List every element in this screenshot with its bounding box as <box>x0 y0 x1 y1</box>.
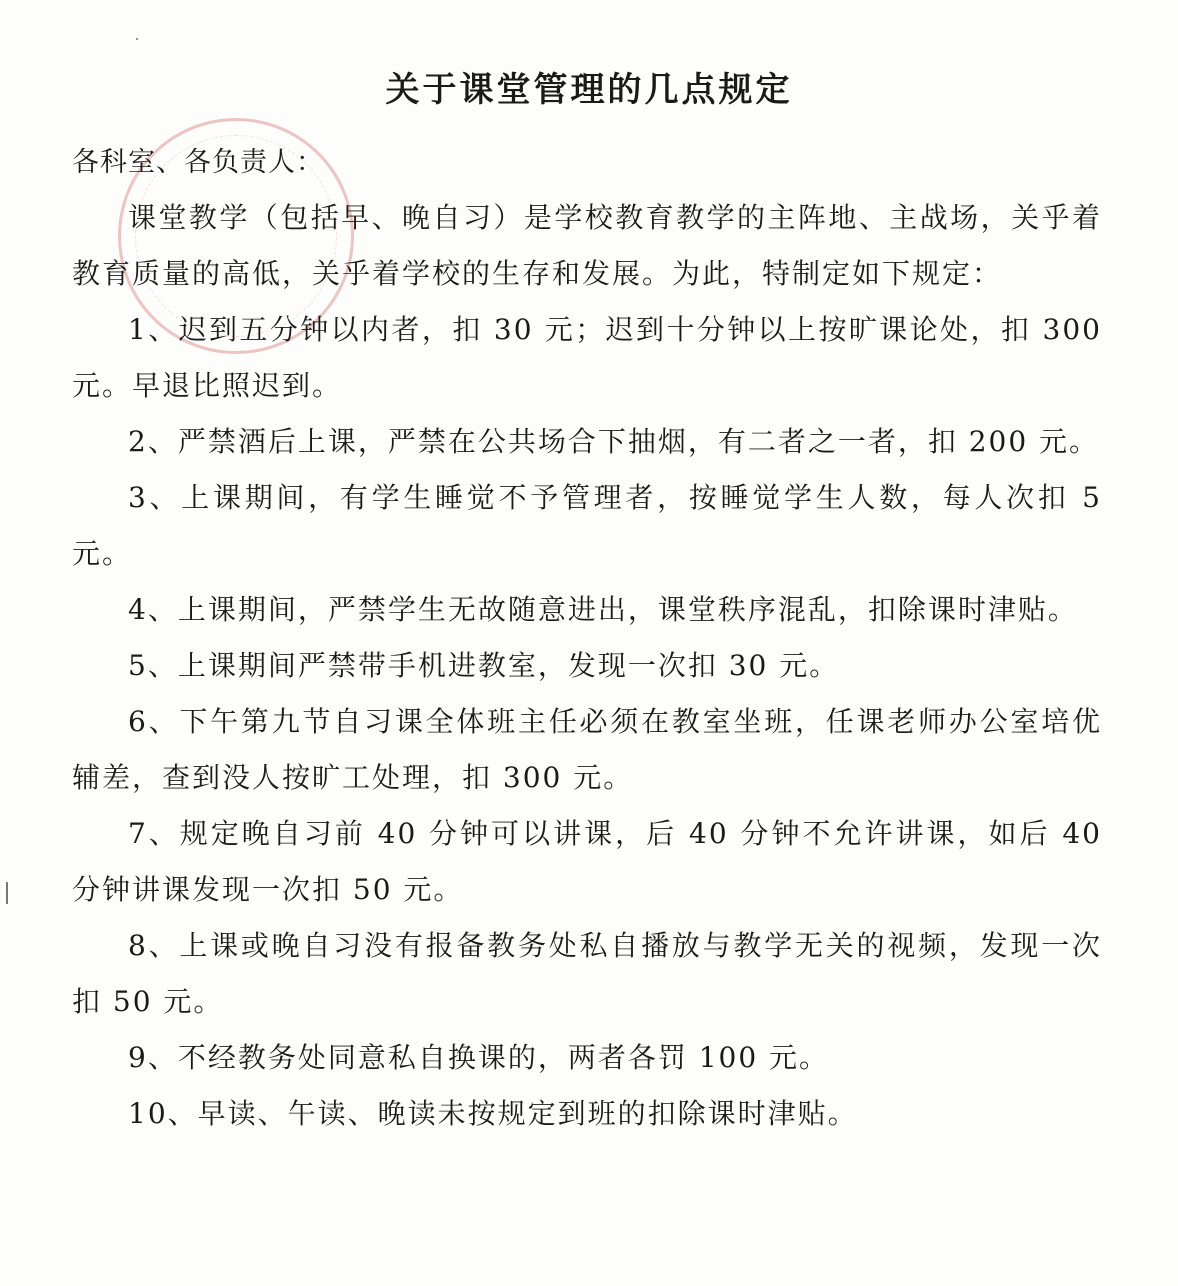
rule-item-9: 9、不经教务处同意私自换课的，两者各罚 100 元。 <box>128 1041 830 1074</box>
salutation: 各科室、各负责人： <box>72 147 324 178</box>
document-title: 关于课堂管理的几点规定 <box>385 70 793 110</box>
rule-item-3: 3、上课期间，有学生睡觉不予管理者，按睡觉学生人数，每人次扣 5 元。 <box>72 481 1102 570</box>
rule-item-2: 2、严禁酒后上课，严禁在公共场合下抽烟，有二者之一者，扣 200 元。 <box>128 425 1100 458</box>
rule-item-10: 10、早读、午读、晚读未按规定到班的扣除课时津贴。 <box>128 1097 858 1130</box>
rule-item-8: 8、上课或晚自习没有报备教务处私自播放与教学无关的视频，发现一次扣 50 元。 <box>72 929 1102 1018</box>
scan-edge-mark <box>6 882 8 904</box>
rule-item-1: 1、迟到五分钟以内者，扣 30 元；迟到十分钟以上按旷课论处，扣 300 元。早退比照迟到。 <box>72 313 1102 402</box>
scan-speck <box>136 38 138 40</box>
rule-item-5: 5、上课期间严禁带手机进教室，发现一次扣 30 元。 <box>128 649 840 682</box>
rule-item-7: 7、规定晚自习前 40 分钟可以讲课，后 40 分钟不允许讲课，如后 40 分钟讲课发现一次扣 50 元。 <box>72 817 1102 906</box>
rule-item-6: 6、下午第九节自习课全体班主任必须在教室坐班，任课老师办公室培优辅差，查到没人按旷工处理，扣 300 元。 <box>72 705 1102 794</box>
intro-paragraph: 课堂教学（包括早、晚自习）是学校教育教学的主阵地、主战场，关乎着教育质量的高低，关乎着学校的生存和发展。为此，特制定如下规定： <box>72 201 1102 290</box>
rule-item-4: 4、上课期间，严禁学生无故随意进出，课堂秩序混乱，扣除课时津贴。 <box>128 593 1078 626</box>
document-body <box>72 190 1102 1142</box>
